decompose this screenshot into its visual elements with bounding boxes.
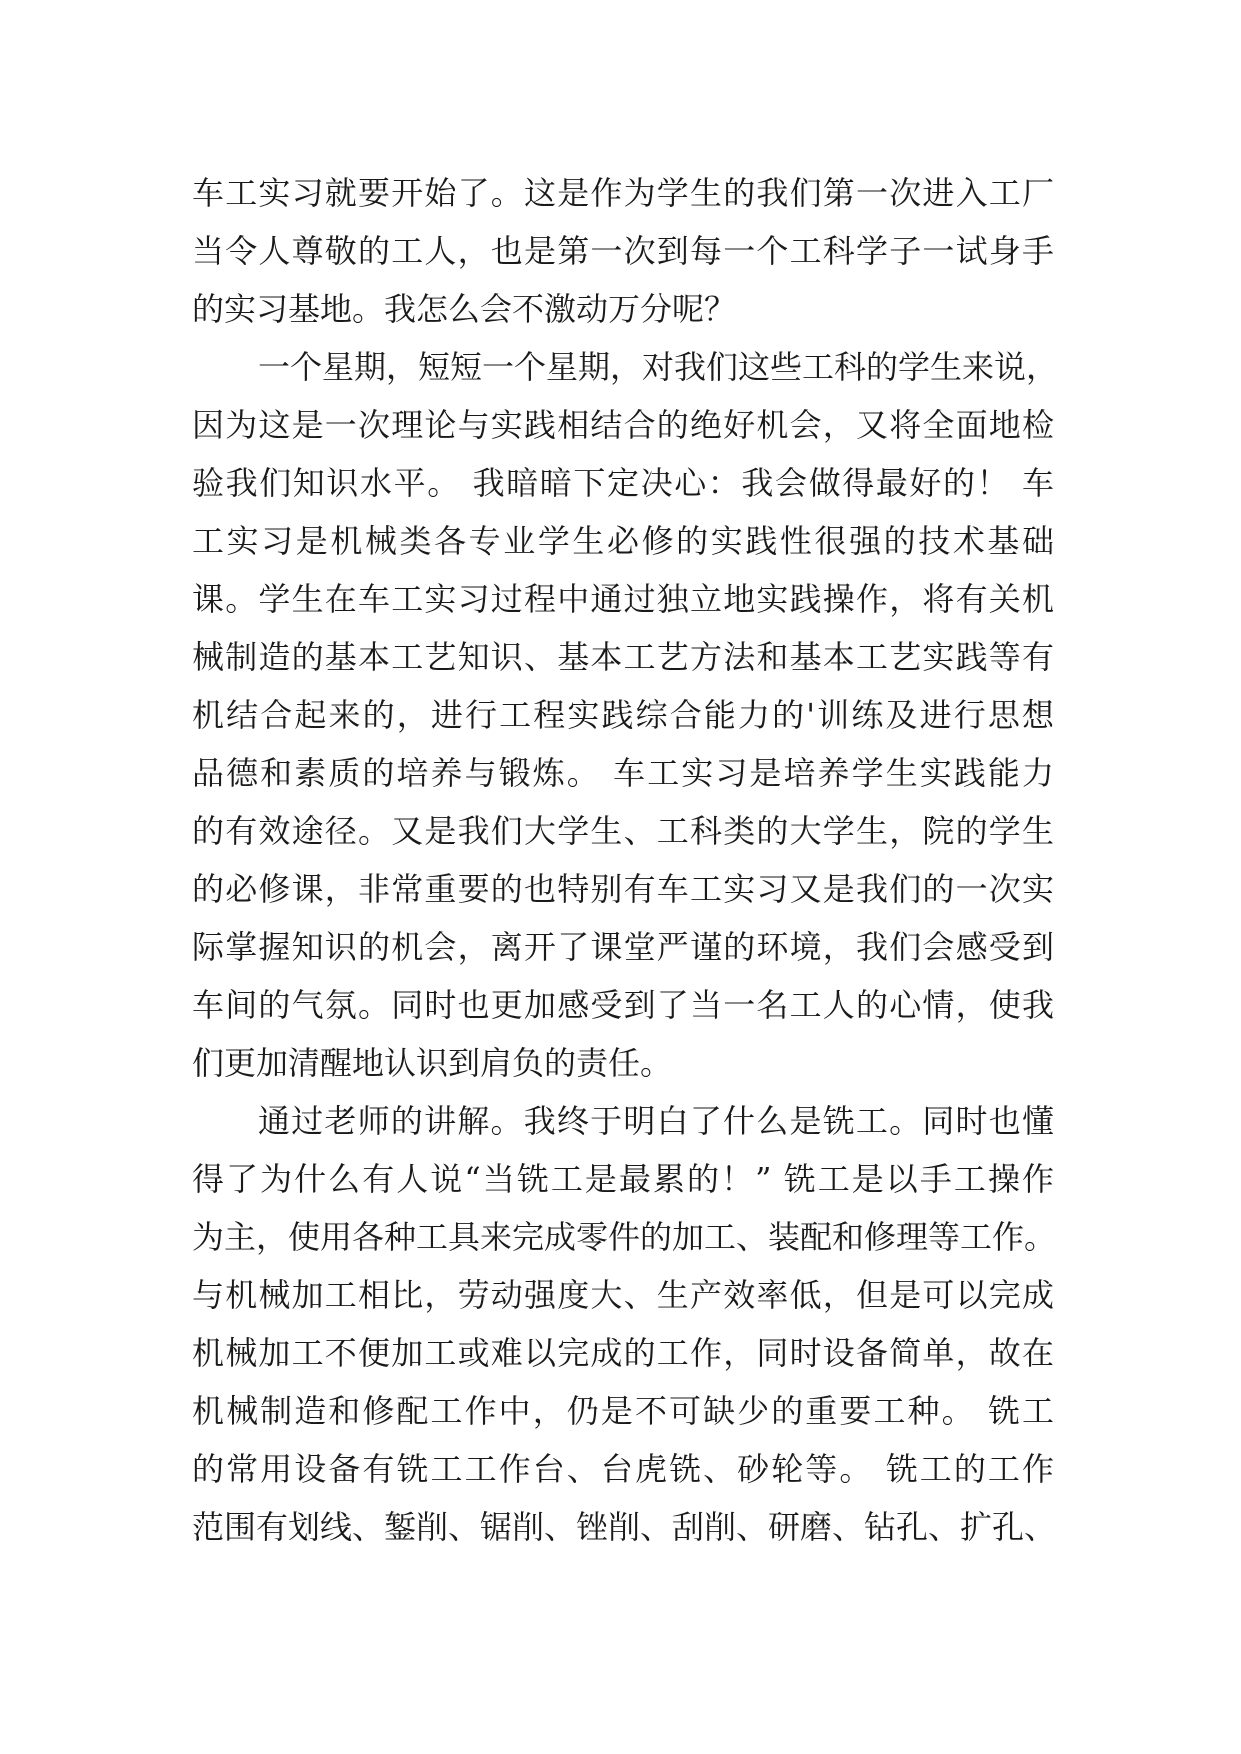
text-line: 得了为什么有人说“当铣工是最累的！” 铣工是以手工操作 (192, 1160, 1054, 1198)
text-line: 的常用设备有铣工工作台、台虎铣、砂轮等。 铣工的工作 (192, 1450, 1054, 1488)
text-line: 的必修课，非常重要的也特别有车工实习又是我们的一次实 (192, 870, 1054, 908)
paragraph-2 (192, 338, 1059, 1092)
text-line: 际掌握知识的机会，离开了课堂严谨的环境，我们会感受到 (192, 928, 1054, 966)
text-line: 械制造的基本工艺知识、基本工艺方法和基本工艺实践等有 (192, 638, 1054, 676)
text-line: 通过老师的讲解。我终于明白了什么是铣工。同时也懂 (258, 1102, 1054, 1140)
text-line: 工实习是机械类各专业学生必修的实践性很强的技术基础 (192, 522, 1054, 560)
document-body (192, 164, 1059, 1556)
text-line: 的实习基地。我怎么会不激动万分呢？ (192, 290, 737, 328)
text-line: 机械制造和修配工作中，仍是不可缺少的重要工种。 铣工 (192, 1392, 1054, 1430)
text-line: 课。学生在车工实习过程中通过独立地实践操作，将有关机 (192, 580, 1054, 618)
text-line: 机械加工不便加工或难以完成的工作，同时设备简单，故在 (192, 1334, 1054, 1372)
paragraph-1 (192, 164, 1054, 338)
text-line: 一个星期，短短一个星期，对我们这些工科的学生来说， (258, 348, 1059, 386)
text-line: 范围有划线、錾削、锯削、锉削、刮削、研磨、钻孔、扩孔、 (192, 1508, 1057, 1546)
text-line: 机结合起来的，进行工程实践综合能力的'训练及进行思想 (192, 696, 1054, 734)
text-line: 因为这是一次理论与实践相结合的绝好机会，又将全面地检 (192, 406, 1054, 444)
text-line: 们更加清醒地认识到肩负的责任。 (192, 1044, 673, 1082)
text-line: 车工实习就要开始了。这是作为学生的我们第一次进入工厂 (192, 174, 1054, 212)
text-line: 当令人尊敬的工人，也是第一次到每一个工科学子一试身手 (192, 232, 1054, 270)
text-line: 的有效途径。又是我们大学生、工科类的大学生，院的学生 (192, 812, 1054, 850)
paragraph-3 (192, 1092, 1057, 1556)
text-line: 品德和素质的培养与锻炼。 车工实习是培养学生实践能力 (192, 754, 1054, 792)
text-line: 验我们知识水平。 我暗暗下定决心：我会做得最好的！ 车 (192, 464, 1054, 502)
text-line: 为主，使用各种工具来完成零件的加工、装配和修理等工作。 (192, 1218, 1057, 1256)
text-line: 车间的气氛。同时也更加感受到了当一名工人的心情，使我 (192, 986, 1054, 1024)
text-line: 与机械加工相比，劳动强度大、生产效率低，但是可以完成 (192, 1276, 1054, 1314)
